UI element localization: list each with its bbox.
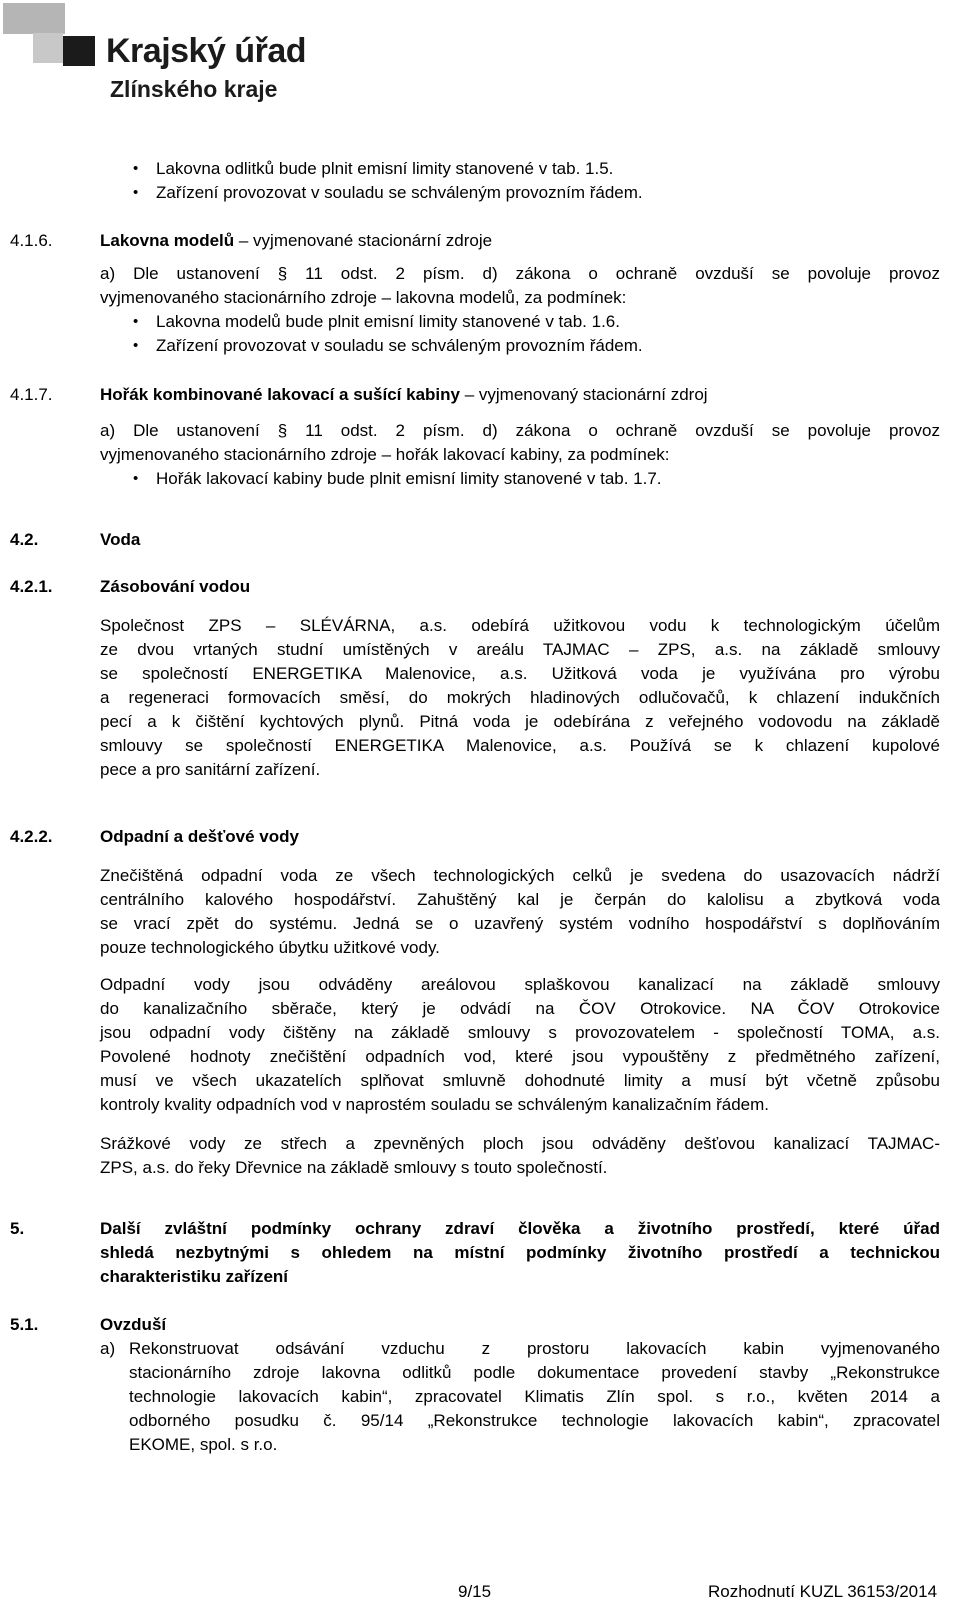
paragraph-line: se společností ENERGETIKA Malenovice, a.s. Užitková voda je využívána pro výrobu: [100, 664, 940, 683]
section-title-line: charakteristiku zařízení: [100, 1267, 289, 1286]
item-label: a): [100, 1339, 116, 1358]
section-title: [100, 383, 708, 407]
logo-title: Krajský úřad: [106, 32, 306, 70]
page-number: 9/15: [458, 1582, 492, 1601]
logo-square-mid: [33, 33, 63, 63]
section-title: Voda: [100, 530, 141, 549]
paragraph-line: Rekonstruovat odsávání vzduchu z prostoru lakovacích kabin vyjmenovaného: [129, 1339, 940, 1358]
paragraph-line: vyjmenovaného stacionárního zdroje – lakovna modelů, za podmínek:: [100, 288, 627, 307]
section-number: 5.1.: [10, 1315, 39, 1334]
list-item: • Zařízení provozovat v souladu se schváleným provozním řádem.: [128, 181, 956, 205]
paragraph-line: ZPS, a.s. do řeky Dřevnice na základě smlouvy s touto společností.: [100, 1158, 608, 1177]
section-number: 4.1.7.: [10, 385, 53, 404]
paragraph-line: musí ve všech ukazatelích splňovat smluvně dohodnuté limity a musí být včetně způsobu: [100, 1071, 940, 1090]
section-title-line: Další zvláštní podmínky ochrany zdraví člověka a životního prostředí, které úřad: [100, 1219, 940, 1238]
paragraph-line: Odpadní vody jsou odváděny areálovou splaškovou kanalizací na základě smlouvy: [100, 975, 940, 994]
list-item: • Lakovna modelů bude plnit emisní limity stanovené v tab. 1.6.: [128, 310, 956, 334]
section-title: Zásobování vodou: [100, 577, 251, 596]
paragraph: [100, 614, 940, 782]
paragraph-line: Znečištěná odpadní voda ze všech technologických celků je svedena do usazovacích nádrží: [100, 866, 940, 885]
paragraph-line: Povolené hodnoty znečištění odpadních vod, které jsou vypouštěny z předmětného zařízení,: [100, 1047, 940, 1066]
paragraph-line: Společnost ZPS – SLÉVÁRNA, a.s. odebírá užitkovou vodu k technologickým účelům: [100, 616, 940, 635]
paragraph: [100, 864, 940, 960]
paragraph-line: technologie lakovacích kabin“, zpracovatel Klimatis Zlín spol. s r.o., květen 2014 a: [129, 1387, 940, 1406]
paragraph-line: do kanalizačního sběrače, který je odvádí na ČOV Otrokovice. NA ČOV Otrokovice: [100, 999, 940, 1018]
paragraph-line: kontroly kvality odpadních vod v naprostém souladu se schváleným kanalizačním řádem.: [100, 1095, 770, 1114]
paragraph-line: a) Dle ustanovení § 11 odst. 2 písm. d) zákona o ochraně ovzduší se povoluje provoz: [100, 264, 940, 283]
paragraph-line: se vrací zpět do systému. Jedná se o uzavřený systém vodního hospodářství s doplňováním: [100, 914, 940, 933]
paragraph-line: EKOME, spol. s r.o.: [129, 1435, 278, 1454]
section-number: 4.2.: [10, 530, 39, 549]
paragraph-line: jsou odpadní vody čištěny na základě smlouvy s provozovatelem - společností TOMA, a.s.: [100, 1023, 940, 1042]
logo-square-dark: [63, 36, 95, 66]
paragraph: [100, 973, 940, 1117]
list-item: • Hořák lakovací kabiny bude plnit emisní limity stanovené v tab. 1.7.: [128, 467, 956, 491]
section-title-rest: – vyjmenované stacionární zdroje: [234, 231, 493, 250]
section-title: Ovzduší: [100, 1315, 167, 1334]
section-title-bold: Lakovna modelů: [100, 231, 235, 250]
section-title: Odpadní a dešťové vody: [100, 827, 299, 846]
paragraph: [100, 419, 940, 467]
paragraph-line: ze dvou vrtaných studní umístěných v areálu TAJMAC – ZPS, a.s. na základě smlouvy: [100, 640, 940, 659]
paragraph-line: Srážkové vody ze střech a zpevněných ploch jsou odváděny dešťovou kanalizací TAJMAC-: [100, 1134, 940, 1153]
section-title-rest: – vyjmenovaný stacionární zdroj: [460, 385, 708, 404]
list-item: • Lakovna odlitků bude plnit emisní limity stanovené v tab. 1.5.: [128, 157, 956, 181]
paragraph-line: pece a pro sanitární zařízení.: [100, 760, 321, 779]
list-item: • Zařízení provozovat v souladu se schváleným provozním řádem.: [128, 334, 956, 358]
paragraph-line: odborného posudku č. 95/14 „Rekonstrukce technologie lakovacích kabin“, zpracovatel: [129, 1411, 940, 1430]
logo: [0, 0, 330, 110]
paragraph-line: smlouvy se společností ENERGETIKA Malenovice, a.s. Používá se k chlazení kupolové: [100, 736, 940, 755]
paragraph: [100, 262, 940, 310]
paragraph-line: stacionárního zdroje lakovna odlitků podle dokumentace provedení stavby „Rekonstrukce: [129, 1363, 940, 1382]
paragraph: [129, 1337, 940, 1457]
paragraph-line: a) Dle ustanovení § 11 odst. 2 písm. d) zákona o ochraně ovzduší se povoluje provoz: [100, 421, 940, 440]
paragraph-line: vyjmenovaného stacionárního zdroje – hořák lakovací kabiny, za podmínek:: [100, 445, 670, 464]
document-reference: Rozhodnutí KUZL 36153/2014: [708, 1582, 938, 1601]
section-number: 4.1.6.: [10, 231, 53, 250]
section-number: 5.: [10, 1219, 25, 1238]
logo-square-light: [3, 3, 65, 34]
logo-subtitle: Zlínského kraje: [110, 76, 278, 102]
paragraph-line: centrálního kalového hospodářství. Zahuštěný kal je čerpán do kalolisu a zbytková voda: [100, 890, 940, 909]
section-number: 4.2.1.: [10, 577, 53, 596]
paragraph-line: pouze technologického úbytku užitkové vody.: [100, 938, 440, 957]
paragraph-line: pecí a k čištění kychtových plynů. Pitná voda je odebírána z veřejného vodovodu na základě: [100, 712, 940, 731]
section-title-line: shledá nezbytnými s ohledem na místní podmínky životního prostředí a technickou: [100, 1243, 940, 1262]
section-title-bold: Hořák kombinované lakovací a sušící kabiny: [100, 385, 460, 404]
section-title: [100, 1217, 940, 1289]
section-number: 4.2.2.: [10, 827, 53, 846]
section-title: [100, 229, 492, 253]
paragraph: [100, 1132, 940, 1180]
paragraph-line: a regeneraci formovacích směsí, do mokrých hladinových odlučovačů, k chlazení indukčních: [100, 688, 940, 707]
